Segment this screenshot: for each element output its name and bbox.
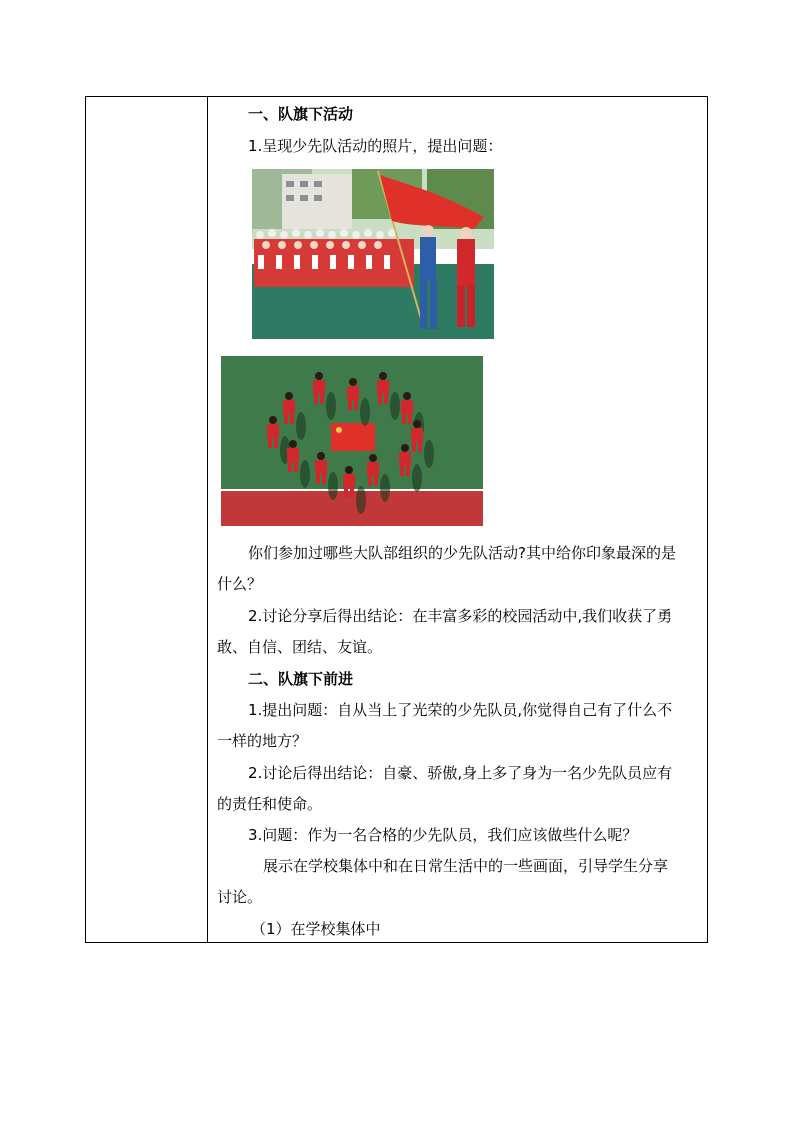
- section2-show-line1: 展示在学校集体中和在日常生活中的一些画面，引导学生分享: [263, 857, 669, 875]
- column-divider: [207, 97, 208, 942]
- photo-flag-ceremony: [252, 169, 494, 339]
- section1-heading: 一、队旗下活动: [248, 105, 354, 123]
- section2-item1-line2: 一样的地方？: [217, 732, 308, 750]
- section1-item1: 1.呈现少先队活动的照片，提出问题：: [248, 137, 503, 155]
- section1-item2-line1: 2.讨论分享后得出结论：在丰富多彩的校园活动中,我们收获了勇: [248, 607, 673, 625]
- section2-item2-line1: 2.讨论后得出结论：自豪、骄傲,身上多了身为一名少先队员应有: [248, 764, 673, 782]
- section1-question-line1: 你们参加过哪些大队部组织的少先队活动?其中给你印象最深的是: [248, 544, 676, 562]
- section2-heading: 二、队旗下前进: [248, 670, 354, 688]
- section2-item2-line2: 的责任和使命。: [217, 795, 323, 813]
- section1-item2-line2: 敢、自信、团结、友谊。: [217, 638, 383, 656]
- section2-item1-line1: 1.提出问题：自从当上了光荣的少先队员,你觉得自己有了什么不: [248, 701, 673, 719]
- section2-show-line2: 讨论。: [217, 888, 263, 906]
- photo-formation-field: [221, 356, 483, 526]
- lesson-table: [85, 96, 708, 943]
- section1-question-line2: 什么？: [217, 575, 263, 593]
- section2-item3: 3.问题：作为一名合格的少先队员，我们应该做些什么呢？: [248, 826, 638, 844]
- section2-sub1: （1）在学校集体中: [251, 920, 381, 938]
